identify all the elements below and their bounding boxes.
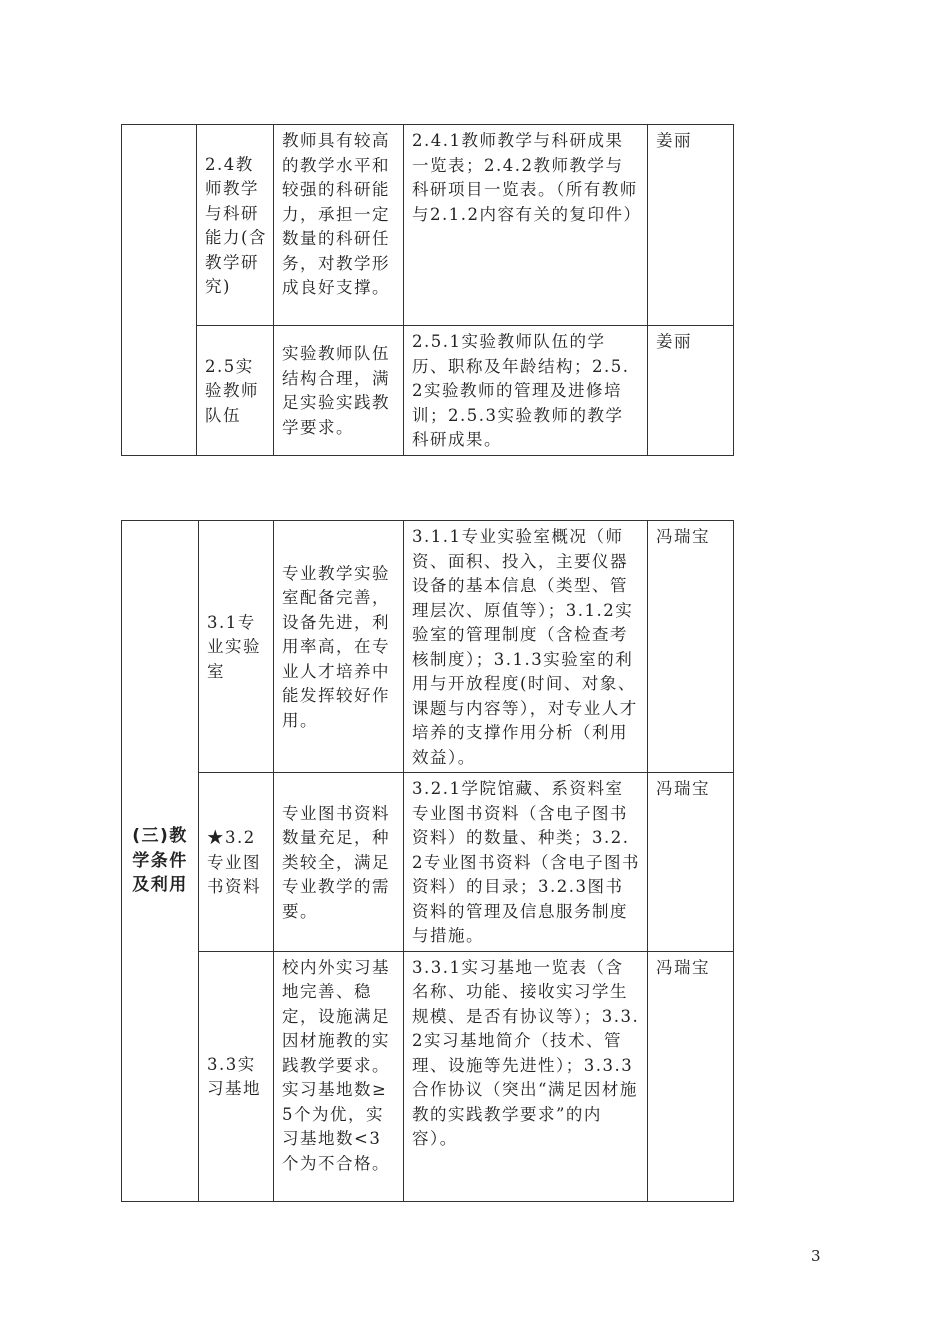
item-cell: 2.5实验教师队伍: [197, 326, 274, 456]
person-cell: 冯瑞宝: [648, 521, 734, 773]
materials-cell: 3.2.1学院馆藏、系资料室专业图书资料（含电子图书资料）的数量、种类；3.2.2专业图书资料（含电子图书资料）的目录；3.2.3图书资料的管理及信息服务制度与措施。: [404, 773, 648, 952]
evaluation-table-part2: [121, 520, 734, 1202]
item-cell: ★3.2专业图书资料: [199, 773, 274, 952]
item-cell: 2.4教师教学与科研能力(含教学研究): [197, 125, 274, 326]
standard-cell: 实验教师队伍结构合理，满足实验实践教学要求。: [274, 326, 404, 456]
standard-cell: 校内外实习基地完善、稳定，设施满足因材施教的实践教学要求。实习基地数≥5个为优，实习基地数<3个为不合格。: [274, 951, 404, 1201]
standard-cell: 专业教学实验室配备完善，设备先进，利用率高，在专业人才培养中能发挥较好作用。: [274, 521, 404, 773]
person-cell: 冯瑞宝: [648, 773, 734, 952]
item-cell: 3.3实习基地: [199, 951, 274, 1201]
table-row: [122, 326, 734, 456]
materials-cell: 2.5.1实验教师队伍的学历、职称及年龄结构；2.5.2实验教师的管理及进修培训；2.5.3实验教师的教学科研成果。: [404, 326, 648, 456]
table-row: [122, 521, 734, 773]
standard-cell: 专业图书资料数量充足，种类较全，满足专业教学的需要。: [274, 773, 404, 952]
person-cell: 冯瑞宝: [648, 951, 734, 1201]
materials-cell: 2.4.1教师教学与科研成果一览表；2.4.2教师教学与科研项目一览表。（所有教师与2.1.2内容有关的复印件）: [404, 125, 648, 326]
category-cell: (三)教学条件及利用: [122, 521, 199, 1202]
person-cell: 姜丽: [648, 326, 734, 456]
table-row: [122, 773, 734, 952]
item-cell: 3.1专业实验室: [199, 521, 274, 773]
person-cell: 姜丽: [648, 125, 734, 326]
table-row: [122, 951, 734, 1201]
evaluation-table-part1: [121, 124, 734, 456]
category-cell-empty: [122, 125, 197, 456]
standard-cell: 教师具有较高的教学水平和较强的科研能力，承担一定数量的科研任务，对教学形成良好支撑。: [274, 125, 404, 326]
materials-cell: 3.1.1专业实验室概况（师资、面积、投入，主要仪器设备的基本信息（类型、管理层次、原值等）；3.1.2实验室的管理制度（含检查考核制度）；3.1.3实验室的利用与开放程度(时间、对象、课题与内容等），对专业人才培养的支撑作用分析（利用效益）。: [404, 521, 648, 773]
page-number: 3: [811, 1247, 821, 1265]
table-row: [122, 125, 734, 326]
materials-cell: 3.3.1实习基地一览表（含名称、功能、接收实习学生规模、是否有协议等）；3.3.2实习基地简介（技术、管理、设施等先进性）；3.3.3合作协议（突出“满足因材施教的实践教学要求”的内容）。: [404, 951, 648, 1201]
